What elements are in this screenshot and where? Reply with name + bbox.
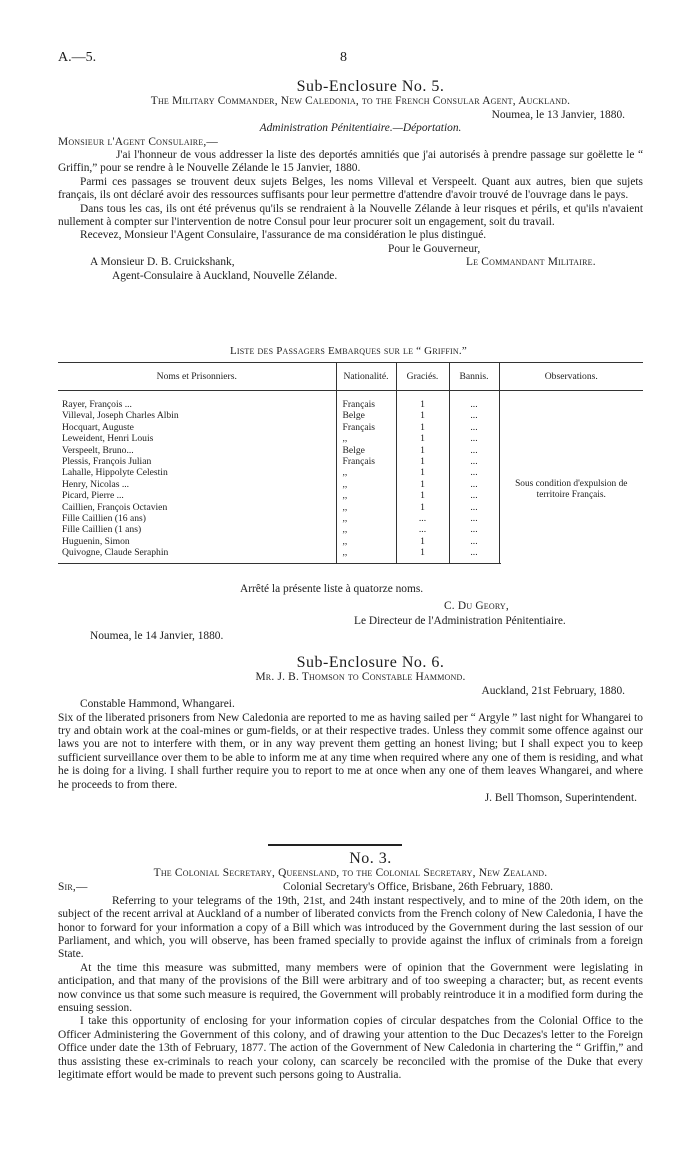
passenger-nationality: ,, <box>336 479 396 490</box>
passenger-banni: ... <box>449 479 499 490</box>
sub5-addressee-line-2: Agent-Consulaire à Auckland, Nouvelle Zélande. <box>112 270 338 283</box>
passenger-nationality: ,, <box>336 547 396 558</box>
passenger-nationality: ,, <box>336 433 396 444</box>
passenger-name: Hocquart, Auguste <box>62 421 134 433</box>
passenger-banni: ... <box>449 502 499 513</box>
sub6-place-date: Auckland, 21st February, 1880. <box>481 684 625 697</box>
passenger-name: Henry, Nicolas ... <box>62 478 130 490</box>
observation-cell <box>499 547 643 558</box>
sub6-from-to: Mr. J. B. Thomson to Constable Hammond. <box>255 671 466 684</box>
passenger-banni: ... <box>449 536 499 547</box>
passenger-banni: ... <box>449 410 499 421</box>
passenger-row <box>58 467 643 478</box>
passenger-name: Lahalle, Hippolyte Celestin <box>62 467 168 479</box>
passenger-row <box>58 410 643 421</box>
passenger-banni: ... <box>449 513 499 524</box>
passenger-gracie: 1 <box>396 536 449 547</box>
sub5-salutation: Monsieur l'Agent Consulaire,— <box>58 135 218 148</box>
passenger-gracie: ... <box>396 513 449 524</box>
header-observations: Observations. <box>499 363 643 391</box>
passenger-nationality: Belge <box>336 445 396 456</box>
sub5-addressee: A Monsieur D. B. Cruickshank, <box>90 256 235 269</box>
passenger-banni: ... <box>449 399 499 410</box>
no3-title: No. 3. <box>349 850 392 867</box>
no3-salutation: Sir,— <box>58 880 88 893</box>
passenger-nationality: Français <box>336 422 396 433</box>
observation-cell <box>499 399 643 410</box>
passenger-gracie: ... <box>396 524 449 535</box>
passenger-list-title: Liste des Passagers Embarques sur le “ Griffin.” <box>230 345 467 357</box>
passenger-nationality: ,, <box>336 467 396 478</box>
observation-cell <box>499 456 643 467</box>
sub5-title: Sub-Enclosure No. 5. <box>296 78 445 95</box>
passenger-banni: ... <box>449 433 499 444</box>
passenger-row <box>58 422 643 433</box>
passenger-name: Picard, Pierre ... <box>62 490 124 502</box>
list-place-date: Noumea, le 14 Janvier, 1880. <box>90 630 224 642</box>
passenger-banni: ... <box>449 524 499 535</box>
sub6-title: Sub-Enclosure No. 6. <box>296 654 445 671</box>
passenger-gracie: 1 <box>396 410 449 421</box>
sub5-from-to: The Military Commander, New Caledonia, to the French Consular Agent, Auckland. <box>150 95 571 108</box>
sub5-subject: Administration Pénitentiaire.—Déportation. <box>259 122 462 135</box>
passenger-gracie: 1 <box>396 445 449 456</box>
observation-cell <box>499 513 643 524</box>
passenger-row <box>58 536 643 547</box>
header-nationality: Nationalité. <box>336 363 396 391</box>
passenger-name: Verspeelt, Bruno... <box>62 444 134 456</box>
list-closing: Arrêté la présente liste à quatorze noms. <box>240 583 424 595</box>
passenger-name: Rayer, François ... <box>62 399 132 410</box>
letter-no-3 <box>58 852 643 1083</box>
sub5-place-date: Noumea, le 13 Janvier, 1880. <box>491 108 625 121</box>
passenger-gracie: 1 <box>396 479 449 490</box>
sub5-pour-line: Pour le Gouverneur, <box>388 242 481 255</box>
passenger-nationality: Belge <box>336 410 396 421</box>
sub6-signature: J. Bell Thomson, Superintendent. <box>484 792 637 805</box>
passenger-name: Fille Caillien (16 ans) <box>62 513 146 525</box>
header-bannis: Bannis. <box>449 363 499 391</box>
passenger-gracie: 1 <box>396 467 449 478</box>
sub5-signature: Le Commandant Militaire. <box>466 256 596 269</box>
passenger-nationality: ,, <box>336 524 396 535</box>
list-signer-title: Le Directeur de l'Administration Pénitentiaire. <box>354 615 566 627</box>
passenger-nationality: ,, <box>336 513 396 524</box>
passenger-nationality: ,, <box>336 490 396 501</box>
sub5-paragraph-4: Recevez, Monsieur l'Agent Consulaire, l'assurance de ma considération le plus distingué. <box>80 229 487 242</box>
passenger-name: Fille Caillien (1 ans) <box>62 524 142 536</box>
passenger-nationality: Français <box>336 456 396 467</box>
observation-cell <box>499 536 643 547</box>
passenger-row <box>58 547 643 558</box>
passenger-banni: ... <box>449 456 499 467</box>
document-reference: A.—5. <box>58 50 97 65</box>
passenger-name: Villeval, Joseph Charles Albin <box>62 410 179 422</box>
passenger-gracie: 1 <box>396 502 449 513</box>
passenger-banni: ... <box>449 490 499 501</box>
section-divider <box>268 844 402 846</box>
passenger-gracie: 1 <box>396 399 449 410</box>
no3-paragraph-1: Referring to your telegrams of the 19th, 21st, and 24th instant respectively, and to mine of the 20th idem, on the subject of the recent arrival at Auckland of a number of liberated convicts from the French colony of New Caledonia, I have the honor to forward for your information a copy of a Bill which was introduced by the Government during the last session of our Parliament, and which, you will observe, has been framed specially to provide against the influx of criminals from a foreign State. <box>58 894 643 961</box>
observation-cell <box>499 422 643 433</box>
passenger-banni: ... <box>449 422 499 433</box>
passenger-name: Leweident, Henri Louis <box>62 433 154 445</box>
sub-enclosure-5 <box>58 80 643 284</box>
no3-paragraph-3: I take this opportunity of enclosing for your information copies of circular despatches from the Colonial Office to the Officer Administering the Government of this colony, and of drawing your attention to the Duc Decazes's letter to the Foreign Office under date the 13th of February, 1877. The action of the Government of New Caledonia in chartering the “ Griffin,” and thus assisting these ex-criminals to reach your colony, can scarcely be reconciled with the promise of the Duke that every legitimate effort would be made to prevent such persons going to Australia. <box>58 1015 643 1082</box>
header-names: Noms et Prisonniers. <box>58 363 336 391</box>
sub5-paragraph-2: Parmi ces passages se trouvent deux sujets Belges, les noms Villeval et Verspeelt. Quant aux autres, bien que sujets français, ils ont déclaré avoir des ressources suffisants pour leur permettre d'attendre d'avoir trouvé de l'ouvrage dans le pays. <box>58 175 643 202</box>
passenger-name: Huguenin, Simon <box>62 535 130 547</box>
passenger-gracie: 1 <box>396 456 449 467</box>
passenger-row <box>58 524 643 535</box>
passenger-gracie: 1 <box>396 422 449 433</box>
observation-cell <box>499 410 643 421</box>
passenger-banni: ... <box>449 467 499 478</box>
observation-cell <box>499 445 643 456</box>
passenger-name: Plessis, François Julian <box>62 456 152 468</box>
passenger-row <box>58 433 643 444</box>
passenger-nationality: ,, <box>336 502 396 513</box>
passenger-table-wrapper <box>58 362 643 564</box>
observation-text: Sous condition d'expulsion de territoire Français. <box>515 478 628 501</box>
no3-paragraph-2: At the time this measure was submitted, many members were of opinion that the Government were legislating in anticipation, and that many of the provisions of the Bill were arbitrary and of too sweeping a character; but, as recent events now convince us that some such measure is required, the Government will probably reintroduce it in a modified form during the ensuing session. <box>58 961 643 1015</box>
passenger-row <box>58 513 643 524</box>
passenger-name: Quivogne, Claude Seraphin <box>62 547 169 559</box>
page-number: 8 <box>340 50 347 65</box>
header-gracies: Graciés. <box>396 363 449 391</box>
passenger-row <box>58 479 643 490</box>
no3-from-to: The Colonial Secretary, Queensland, to the Colonial Secretary, New Zealand. <box>153 867 548 880</box>
sub6-body: Six of the liberated prisoners from New Caledonia are reported to me as having sailed per “ Argyle ” last night for Whangarei to try and obtain work at the coal-mines or gum-fields, or at their respective trades. Unless they commit some offence against our laws you are not to interfere with them, or in any way prevent them getting an honest living; but I shall expect you to keep sufficient surveillance over them to be able to inform me at any time when required where any one of them is residing, and what he is doing for a living. I shall further require you to report to me at once when any one of them leaves Whangarei, and where he proceeds to from there. <box>58 711 643 791</box>
observation-cell <box>499 524 643 535</box>
passenger-nationality: ,, <box>336 536 396 547</box>
list-signer-name: C. Du Geory, <box>444 600 509 612</box>
passenger-banni: ... <box>449 445 499 456</box>
passenger-row <box>58 456 643 467</box>
passenger-row <box>58 445 643 456</box>
passenger-gracie: 1 <box>396 547 449 558</box>
passenger-table <box>58 362 643 563</box>
passenger-row <box>58 399 643 410</box>
observation-cell <box>499 467 643 478</box>
passenger-gracie: 1 <box>396 433 449 444</box>
passenger-gracie: 1 <box>396 490 449 501</box>
sub6-addressee: Constable Hammond, Whangarei. <box>80 698 235 711</box>
observation-cell <box>499 433 643 444</box>
sub-enclosure-6 <box>58 656 643 805</box>
observation-cell <box>499 479 643 513</box>
sub5-paragraph-1: J'ai l'honneur de vous addresser la liste des deportés amnitiés que j'ai autorisés à prendre passage sur goëlette le “ Griffin,” pour se rendre à le Nouvelle Zélande le 15 Janvier, 1880. <box>58 149 643 175</box>
sub5-paragraph-3: Dans tous les cas, ils ont été prévenus qu'ils se rendraient à la Nouvelle Zélande à leur risques et périls, et qu'ils n'avaient nullement à compter sur l'intervention de notre Consul pour leur procurer soit un engagement, soit du travail. <box>58 202 643 229</box>
no3-place-date: Colonial Secretary's Office, Brisbane, 26th February, 1880. <box>283 880 553 893</box>
passenger-banni: ... <box>449 547 499 558</box>
passenger-nationality: Français <box>336 399 396 410</box>
passenger-name: Caillien, François Octavien <box>62 501 168 513</box>
